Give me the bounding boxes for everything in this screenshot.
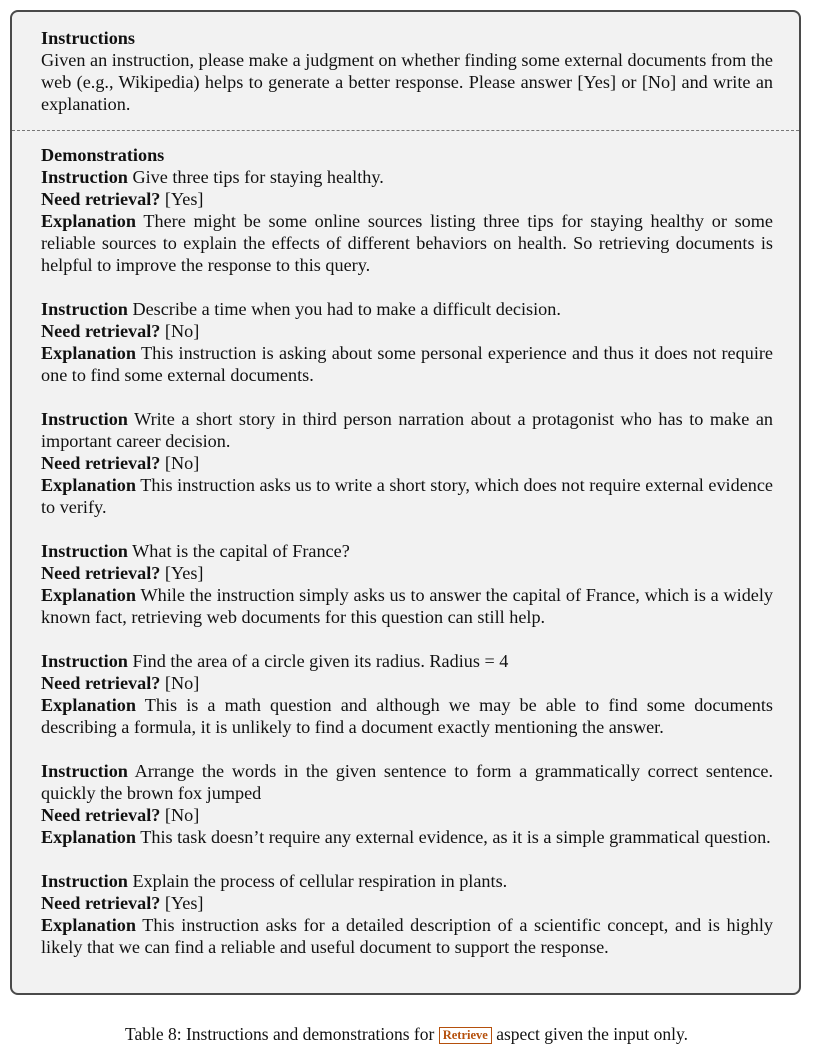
- demo-explanation: Explanation There might be some online sources listing three tips for staying healthy or some reliable sources to explain the effects of different behaviors on health. So retrieving documents is helpful to improve the response to this query.: [41, 211, 773, 275]
- instructions-text: Given an instruction, please make a judgment on whether finding some external documents from the web (e.g., Wikipedia) helps to generate a better response. Please answer [Yes] or [No] and write an explanation.: [41, 50, 773, 114]
- demo-need: Need retrieval? [Yes]: [41, 563, 204, 583]
- demo-need: Need retrieval? [No]: [41, 673, 200, 693]
- retrieve-tag: Retrieve: [439, 1027, 492, 1044]
- demonstration-item: [41, 540, 773, 628]
- demo-need: Need retrieval? [No]: [41, 453, 200, 473]
- demo-instruction: Instruction Describe a time when you had to make a difficult decision.: [41, 299, 561, 319]
- demonstration-item: [41, 650, 773, 738]
- demo-instruction: Instruction Give three tips for staying healthy.: [41, 167, 384, 187]
- demonstration-item: [41, 166, 773, 276]
- demonstrations-section: [41, 144, 773, 958]
- instructions-section: [41, 27, 773, 115]
- dashed-divider: [12, 130, 799, 131]
- demo-explanation: Explanation This is a math question and although we may be able to find some documents describing a formula, it is unlikely to find a document exactly mentioning the answer.: [41, 695, 774, 737]
- demo-explanation: Explanation This instruction asks for a detailed description of a scientific concept, and is highly likely that we can find a reliable and useful document to support the response.: [41, 915, 774, 957]
- demo-need: Need retrieval? [Yes]: [41, 189, 204, 209]
- demo-instruction: Instruction Explain the process of cellular respiration in plants.: [41, 871, 508, 891]
- demo-explanation: Explanation This task doesn’t require any external evidence, as it is a simple grammatical question.: [41, 827, 771, 847]
- demonstrations-heading: Demonstrations: [41, 145, 165, 165]
- prompt-box: [10, 10, 801, 995]
- demo-need: Need retrieval? [Yes]: [41, 893, 204, 913]
- demo-need: Need retrieval? [No]: [41, 805, 200, 825]
- demo-need: Need retrieval? [No]: [41, 321, 200, 341]
- demonstration-item: [41, 870, 773, 958]
- demo-instruction: Instruction Write a short story in third person narration about a protagonist who has to make an important career decision.: [41, 409, 773, 451]
- demonstration-item: [41, 298, 773, 386]
- demo-instruction: Instruction What is the capital of France?: [41, 541, 350, 561]
- instructions-heading: Instructions: [41, 28, 135, 48]
- demo-instruction: Instruction Find the area of a circle given its radius. Radius = 4: [41, 651, 509, 671]
- table-caption: Table 8: Instructions and demonstrations for Retrieve aspect given the input only.: [124, 1024, 688, 1044]
- demo-explanation: Explanation While the instruction simply asks us to answer the capital of France, which is a widely known fact, retrieving web documents for this question can still help.: [41, 585, 774, 627]
- demo-explanation: Explanation This instruction is asking about some personal experience and thus it does not require one to find some external documents.: [41, 343, 774, 385]
- demonstration-item: [41, 408, 773, 518]
- demo-explanation: Explanation This instruction asks us to write a short story, which does not require external evidence to verify.: [41, 475, 774, 517]
- demonstration-item: [41, 760, 773, 848]
- demo-instruction: Instruction Arrange the words in the given sentence to form a grammatically correct sentence. quickly the brown fox jumped: [41, 761, 774, 803]
